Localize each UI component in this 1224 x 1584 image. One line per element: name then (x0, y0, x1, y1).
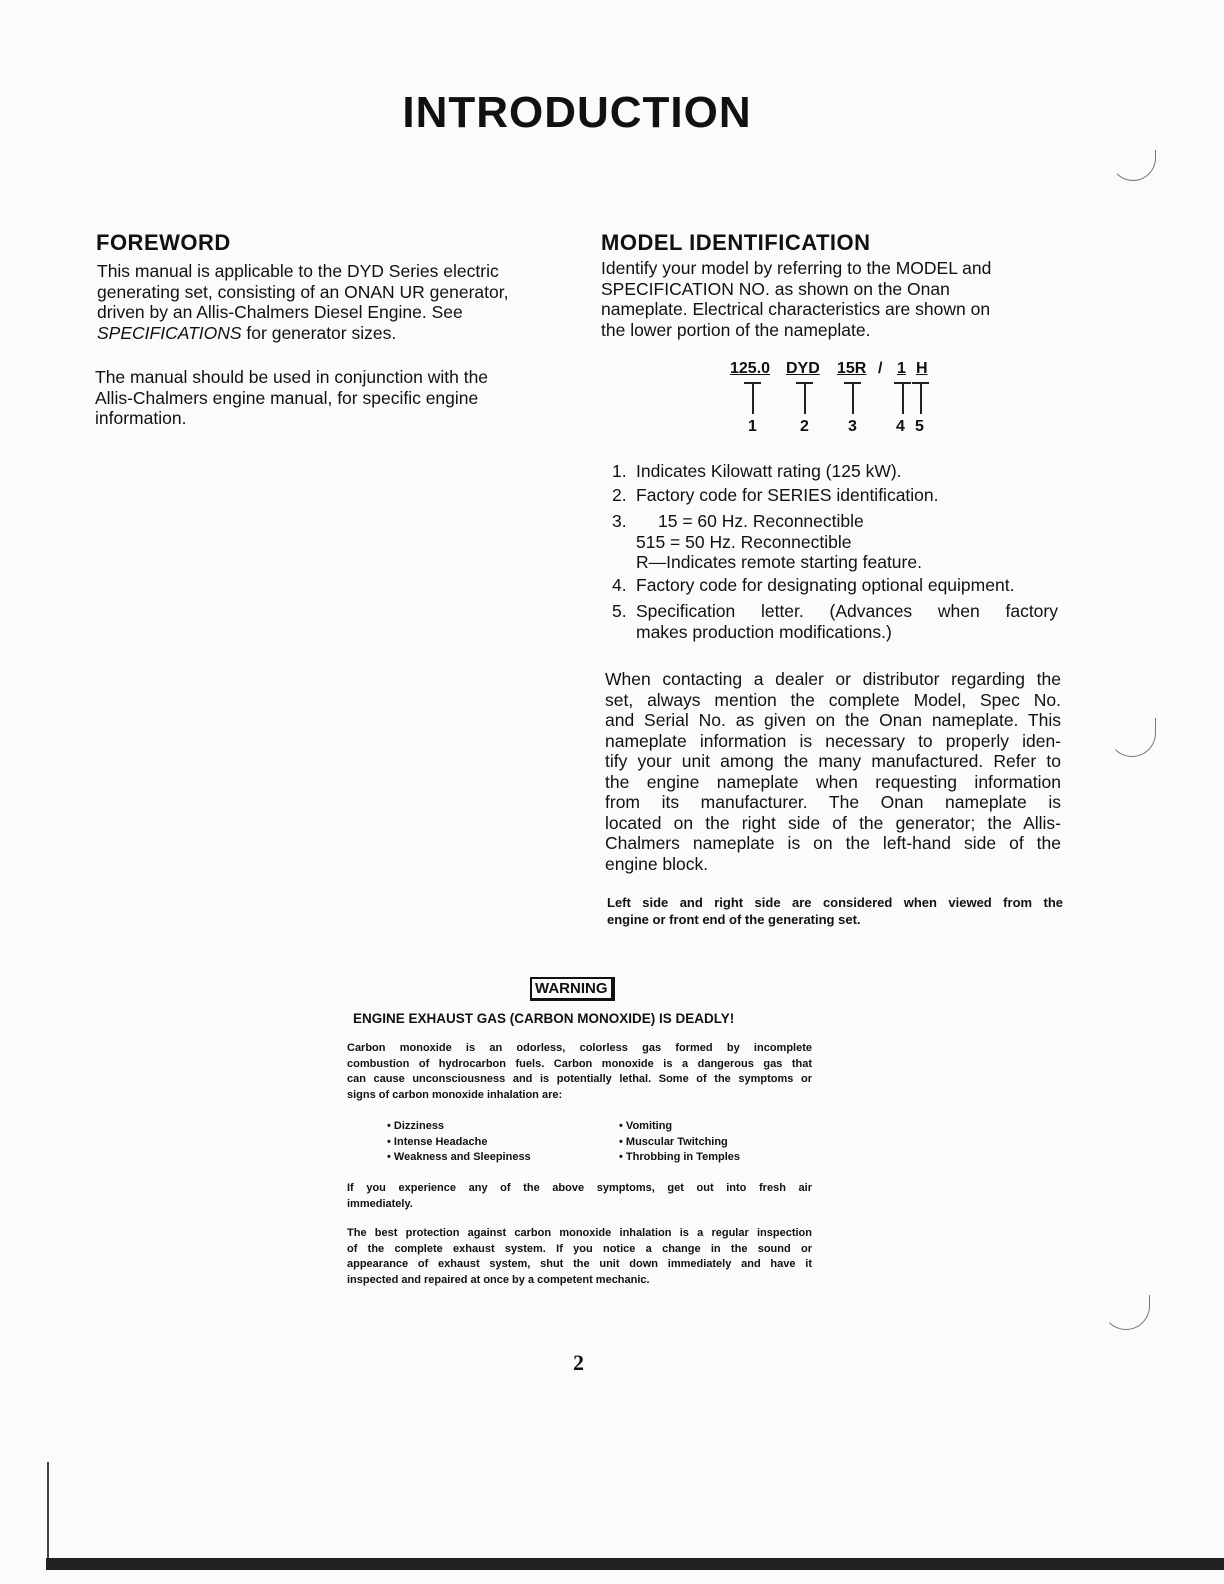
foreword-paragraph-1 (97, 261, 552, 343)
warning-badge: WARNING (530, 977, 615, 1001)
list-text-line: Specification letter. (Advances when factory (636, 601, 1058, 621)
list-text-line: 15 = 60 Hz. Reconnectible (658, 511, 864, 531)
specifications-ref: SPECIFICATIONS (97, 322, 242, 343)
code-frequency: 15R (837, 360, 867, 377)
punch-hole-mark (1108, 718, 1156, 757)
symptom-text: Dizziness (393, 1120, 445, 1132)
contact-paragraph (605, 669, 1061, 874)
list-text: Factory code for SERIES identification. (636, 485, 939, 505)
model-identification-heading: MODEL IDENTIFICATION (601, 230, 871, 255)
contact-line: engine block. (605, 853, 709, 874)
symptom-item: • Muscular Twitching (619, 1135, 728, 1148)
contact-line: from its manufacturer. The Onan nameplate is (605, 792, 1061, 812)
contact-line: Chalmers nameplate is on the left-hand side of the (605, 833, 1061, 853)
contact-line: When contacting a dealer or distributor regarding the (605, 669, 1061, 689)
symptoms-list-left (387, 1119, 531, 1166)
symptoms-list-right (619, 1119, 740, 1166)
foreword-paragraph-2 (95, 367, 550, 429)
note-line: Left side and right side are considered when viewed from the (607, 895, 1063, 910)
warning-line: appearance of exhaust system, shut the unit down immediately and have it (347, 1258, 812, 1270)
symptom-item: • Throbbing in Temples (619, 1151, 740, 1163)
code-optional: 1 (897, 360, 906, 377)
punch-hole-mark (1102, 1295, 1150, 1330)
code-pointer (920, 382, 922, 414)
contact-line: set, always mention the complete Model, Spec No. (605, 689, 1061, 710)
list-item (612, 511, 1062, 575)
symptom-item: • Weakness and Sleepiness (387, 1151, 531, 1163)
warning-line: immediately. (347, 1197, 413, 1210)
orientation-note (607, 894, 1063, 928)
warning-line: The best protection against carbon monoxide inhalation is a regular inspection (347, 1227, 812, 1239)
foreword-p2-line: Allis-Chalmers engine manual, for specific engine (95, 387, 479, 408)
code-pointer (752, 382, 754, 414)
code-pointer (902, 382, 904, 414)
foreword-p2-line: information. (95, 408, 187, 428)
symptom-text: Throbbing in Temples (625, 1151, 740, 1163)
symptom-text: Muscular Twitching (625, 1135, 728, 1148)
foreword-p1-line: This manual is applicable to the DYD Series electric (97, 261, 499, 281)
model-code-diagram (728, 360, 948, 440)
list-item (612, 601, 1062, 645)
punch-hole-mark (1110, 150, 1156, 181)
scan-edge-line (47, 1462, 49, 1562)
symptom-text: Intense Headache (393, 1135, 488, 1148)
list-item (612, 461, 1062, 483)
list-number: 3. (612, 511, 627, 531)
model-id-intro-line: the lower portion of the nameplate. (601, 319, 871, 340)
contact-line: the engine nameplate when requesting information (605, 771, 1061, 792)
foreword-p1-line (97, 323, 552, 344)
model-id-intro-line: Identify your model by referring to the MODEL and (601, 258, 992, 278)
code-pointer (804, 382, 806, 414)
list-text-line: R—Indicates remote starting feature. (636, 552, 922, 572)
warning-line: signs of carbon monoxide inhalation are: (347, 1088, 563, 1101)
code-pointer (852, 382, 854, 414)
warning-line: If you experience any of the above symptoms, get out into fresh air (347, 1182, 812, 1194)
warning-paragraph-2 (347, 1181, 812, 1212)
code-index: 5 (915, 418, 924, 435)
symptom-text: Vomiting (625, 1120, 673, 1132)
foreword-p1-line: generating set, consisting of an ONAN UR generator, (97, 281, 509, 302)
list-number: 2. (612, 485, 627, 505)
note-line: engine or front end of the generating set. (607, 912, 861, 927)
code-slash: / (878, 360, 883, 377)
warning-paragraph-3 (347, 1226, 812, 1288)
list-text-line: makes production modifications.) (636, 621, 892, 642)
warning-line: can cause unconsciousness and is potentially lethal. Some of the symptoms or (347, 1073, 812, 1085)
list-text (636, 601, 1058, 642)
list-text (636, 511, 922, 573)
contact-line: nameplate information is necessary to properly iden- (605, 730, 1061, 751)
model-id-intro-line: nameplate. Electrical characteristics are shown on (601, 299, 991, 319)
list-text-line: 515 = 50 Hz. Reconnectible (636, 531, 852, 552)
list-number: 1. (612, 461, 627, 481)
foreword-p1-text: for generator sizes. (241, 322, 397, 343)
warning-paragraph-1 (347, 1041, 812, 1103)
symptom-text: Weakness and Sleepiness (393, 1151, 531, 1163)
code-index: 4 (896, 418, 905, 435)
warning-line: inspected and repaired at once by a competent mechanic. (347, 1273, 650, 1286)
contact-line: tify your unit among the many manufactured. Refer to (605, 751, 1061, 771)
list-number: 4. (612, 575, 627, 595)
warning-line: combustion of hydrocarbon fuels. Carbon monoxide is a dangerous gas that (347, 1057, 812, 1070)
code-kw: 125.0 (730, 360, 771, 377)
list-text: Factory code for designating optional equipment. (636, 575, 1015, 595)
scan-bottom-edge (46, 1558, 1224, 1570)
code-spec-letter: H (916, 360, 928, 377)
code-index: 1 (748, 418, 757, 435)
contact-line: and Serial No. as given on the Onan nameplate. This (605, 710, 1061, 730)
foreword-heading: FOREWORD (96, 230, 231, 255)
page-title: INTRODUCTION (402, 88, 752, 137)
foreword-p1-line: driven by an Allis-Chalmers Diesel Engine. See (97, 302, 463, 322)
code-index: 2 (800, 418, 809, 435)
list-number: 5. (612, 601, 627, 621)
list-text: Indicates Kilowatt rating (125 kW). (636, 461, 902, 481)
warning-headline: ENGINE EXHAUST GAS (CARBON MONOXIDE) IS DEADLY! (353, 1011, 735, 1026)
list-item (612, 485, 1062, 507)
warning-line: of the complete exhaust system. If you notice a change in the sound or (347, 1242, 812, 1255)
list-item (612, 575, 1062, 597)
code-series: DYD (786, 360, 820, 377)
symptom-item: • Vomiting (619, 1120, 673, 1132)
model-id-intro (601, 258, 1056, 340)
contact-line: located on the right side of the generator; the Allis- (605, 812, 1061, 833)
page-number: 2 (573, 1350, 584, 1375)
symptom-item: • Intense Headache (387, 1135, 488, 1148)
warning-line: Carbon monoxide is an odorless, colorless gas formed by incomplete (347, 1042, 812, 1054)
symptom-item: • Dizziness (387, 1120, 445, 1132)
foreword-p2-line: The manual should be used in conjunction with the (95, 367, 489, 387)
model-id-intro-line: SPECIFICATION NO. as shown on the Onan (601, 278, 950, 299)
code-index: 3 (848, 418, 857, 435)
